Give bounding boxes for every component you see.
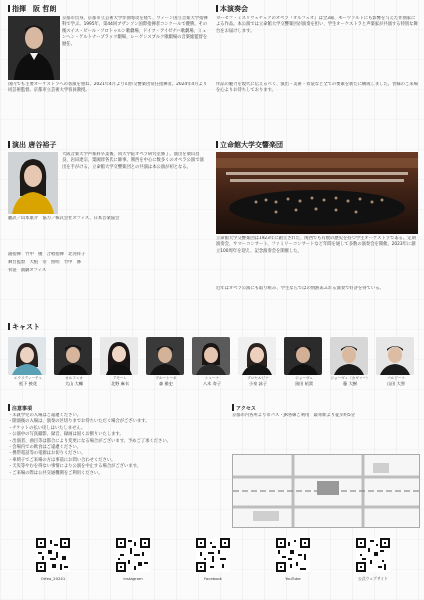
cast-photo — [330, 337, 368, 375]
cast-role: エウリディーチェ — [13, 376, 43, 380]
director-bio-1: 大阪音楽大学声楽科卒業後、同大学院オペラ研究室修了。演出を栗山昌良、岩田達宗、粟國淳各氏に師事。関西を中心に数多くのオペラ公演で演出を手がける。立命館大学交響楽団との共演は本公演が初となる。 — [62, 152, 204, 170]
qr-code[interactable] — [356, 538, 390, 572]
cast-role: アモーレ — [112, 376, 127, 380]
credit-line-3: 衣裳 演劇オフィス — [8, 268, 47, 273]
concert-text-2: 作品の魅力を現代に伝えるべく、演出・美術・衣裳など全ての要素を新たに構成しました。皆様のご来場を心よりお待ちしております。 — [216, 82, 418, 94]
cast-member — [54, 337, 94, 397]
cast-name: 北野 麻衣 — [110, 380, 130, 386]
qr-code[interactable] — [36, 538, 70, 572]
cast-photo — [146, 337, 184, 375]
note-item: ・ご来場の際は公共交通機関をご利用ください。 — [8, 470, 103, 476]
note-item: ・会場内での飲食はご遠慮ください。 — [8, 445, 82, 451]
cast-name: 森 雅史 — [159, 380, 173, 386]
cast-member — [284, 337, 324, 397]
concert-heading: 本演奏会 — [216, 4, 248, 14]
qr-label: YouTube — [285, 576, 301, 581]
cast-role: バルピーコ — [387, 376, 405, 380]
cast-role: ジョーヴェ（カヴァー） — [330, 376, 370, 380]
cast-member — [376, 337, 416, 397]
cast-member — [192, 337, 232, 397]
cast-member — [330, 337, 370, 397]
conductor-bio-2: 国内でも主要オーケストラへの客演を重ね、2021年4月より山形交響楽団常任指揮者。2024年4月より同芸術監督。京都市立芸術大学客員教授。 — [8, 82, 208, 94]
orchestra-text-1: 立命館大学交響楽団は1923年に創立された、関西でも有数の歴史を持つ学生オーケストラである。定期演奏会、サマーコンサート、ファミリーコンサートなど年間を通して多数の演奏会を開催。2023年に創立100周年を迎え、記念演奏会を開催した。 — [216, 236, 416, 254]
cast-heading: キャスト — [8, 322, 40, 332]
note-item: ・車椅子でご来場の方は事前にお問い合わせください。 — [8, 457, 116, 463]
notes-list — [8, 413, 226, 533]
credit-line-1: 副指揮 竹中 優 合唱指揮 北河祥子 — [8, 252, 86, 257]
cast-name: 八木 寿子 — [202, 380, 222, 386]
cast-member — [238, 337, 278, 397]
note-item: ・公演中の写真撮影、録音、録画は固くお断りいたします。 — [8, 432, 124, 438]
conductor-heading: 指揮 阪 哲朗 — [8, 4, 56, 14]
conductor-photo — [8, 16, 60, 80]
qr-label: Instagram — [123, 576, 143, 581]
qr-label: 公式ウェブサイト — [358, 576, 388, 581]
cast-role: プルートーネ — [155, 376, 177, 380]
access-map — [232, 454, 420, 528]
cast-member — [8, 337, 48, 397]
qr-code[interactable] — [116, 538, 150, 572]
cast-name: 藤 大樹 — [343, 380, 357, 386]
access-heading: アクセス — [232, 404, 256, 412]
cast-photo — [54, 337, 92, 375]
concert-text-1: ヨーゼフ・ミスリヴェチェクのオペラ『オルフェオ』は全3幕、モーツァルトにも影響を与えた作曲家による作品。本公演では立命館大学交響楽団が演奏を担い、学生オーケストラと声楽家が共演する特別な舞台をお届けします。 — [216, 16, 418, 34]
qr-label: Facebook — [204, 576, 222, 581]
note-item: ・出演者、曲目等は都合により変更になる場合がございます。予めご了承ください。 — [8, 438, 171, 444]
cast-name: 大山 大輔 — [64, 380, 84, 386]
orchestra-photo — [216, 152, 418, 234]
cast-photo — [376, 337, 414, 375]
credit-line-2: 舞台監督 大植 崇 照明 竹中 修 — [8, 260, 82, 265]
cast-name: 松下 綾花 — [18, 380, 38, 386]
cast-name: 黒田 祐貴 — [294, 380, 314, 386]
access-text: 京都市内各所より市バス・JR各線ご利用 最寄駅より徒歩約5分 — [232, 413, 355, 418]
notes-heading: 注意事項 — [8, 404, 32, 412]
note-item: ・チケットの払い戻しはいたしません。 — [8, 425, 86, 431]
cast-photo — [284, 337, 322, 375]
cast-member — [146, 337, 186, 397]
cast-photo — [238, 337, 276, 375]
cast-role: オルフェオ — [65, 376, 83, 380]
director-photo — [8, 152, 58, 214]
note-item: ・未就学児の入場はご遠慮ください。 — [8, 413, 82, 418]
cast-member — [100, 337, 140, 397]
cast-photo — [192, 337, 230, 375]
orchestra-heading: 立命館大学交響楽団 — [216, 140, 283, 150]
qr-code[interactable] — [196, 538, 230, 572]
cast-role: シェーナ — [204, 376, 220, 380]
cast-grid — [8, 337, 418, 397]
note-item: ・天災等やむを得ない事情により公演を中止する場合がございます。 — [8, 464, 141, 470]
cast-name: 山田 大智 — [386, 380, 406, 386]
note-item: ・携帯電話等の電源はお切りください。 — [8, 451, 86, 457]
director-bio-2: 翻訳／山本康介 協力／株式会社オフィス、日本音楽協会 — [8, 216, 120, 221]
qr-label: Orfeo_20241 — [40, 576, 66, 581]
note-item: ・開演後の入場は、演奏の区切りまでお待ちいただく場合がございます。 — [8, 419, 150, 425]
cast-photo — [8, 337, 46, 375]
qr-code[interactable] — [276, 538, 310, 572]
cast-role: プロセルピナ — [247, 376, 269, 380]
cast-photo — [100, 337, 138, 375]
director-heading: 演出 唐谷裕子 — [8, 140, 56, 150]
conductor-bio-1: 京都市出身。京都市立芸術大学作曲専攻を経て、ウィーン国立音楽大学指揮科で学ぶ。1995年、第44回ブザンソン国際指揮者コンクールで優勝。その後スイス・ビール・ソロトゥルン歌劇場、ドイツ・アイゼナハ歌劇場、ミュンヘン・ゲルトナープラッツ劇場、レーゲンスブルク歌劇場の音楽総監督を歴任。 — [62, 16, 208, 47]
cast-role: ジョーヴェ — [295, 376, 313, 380]
cast-name: 小泉 詠子 — [248, 380, 268, 386]
orchestra-text-2: 近年はオペラ公演にも取り組み、学生ならではの情熱あふれる演奏で好評を得ている。 — [216, 286, 384, 291]
